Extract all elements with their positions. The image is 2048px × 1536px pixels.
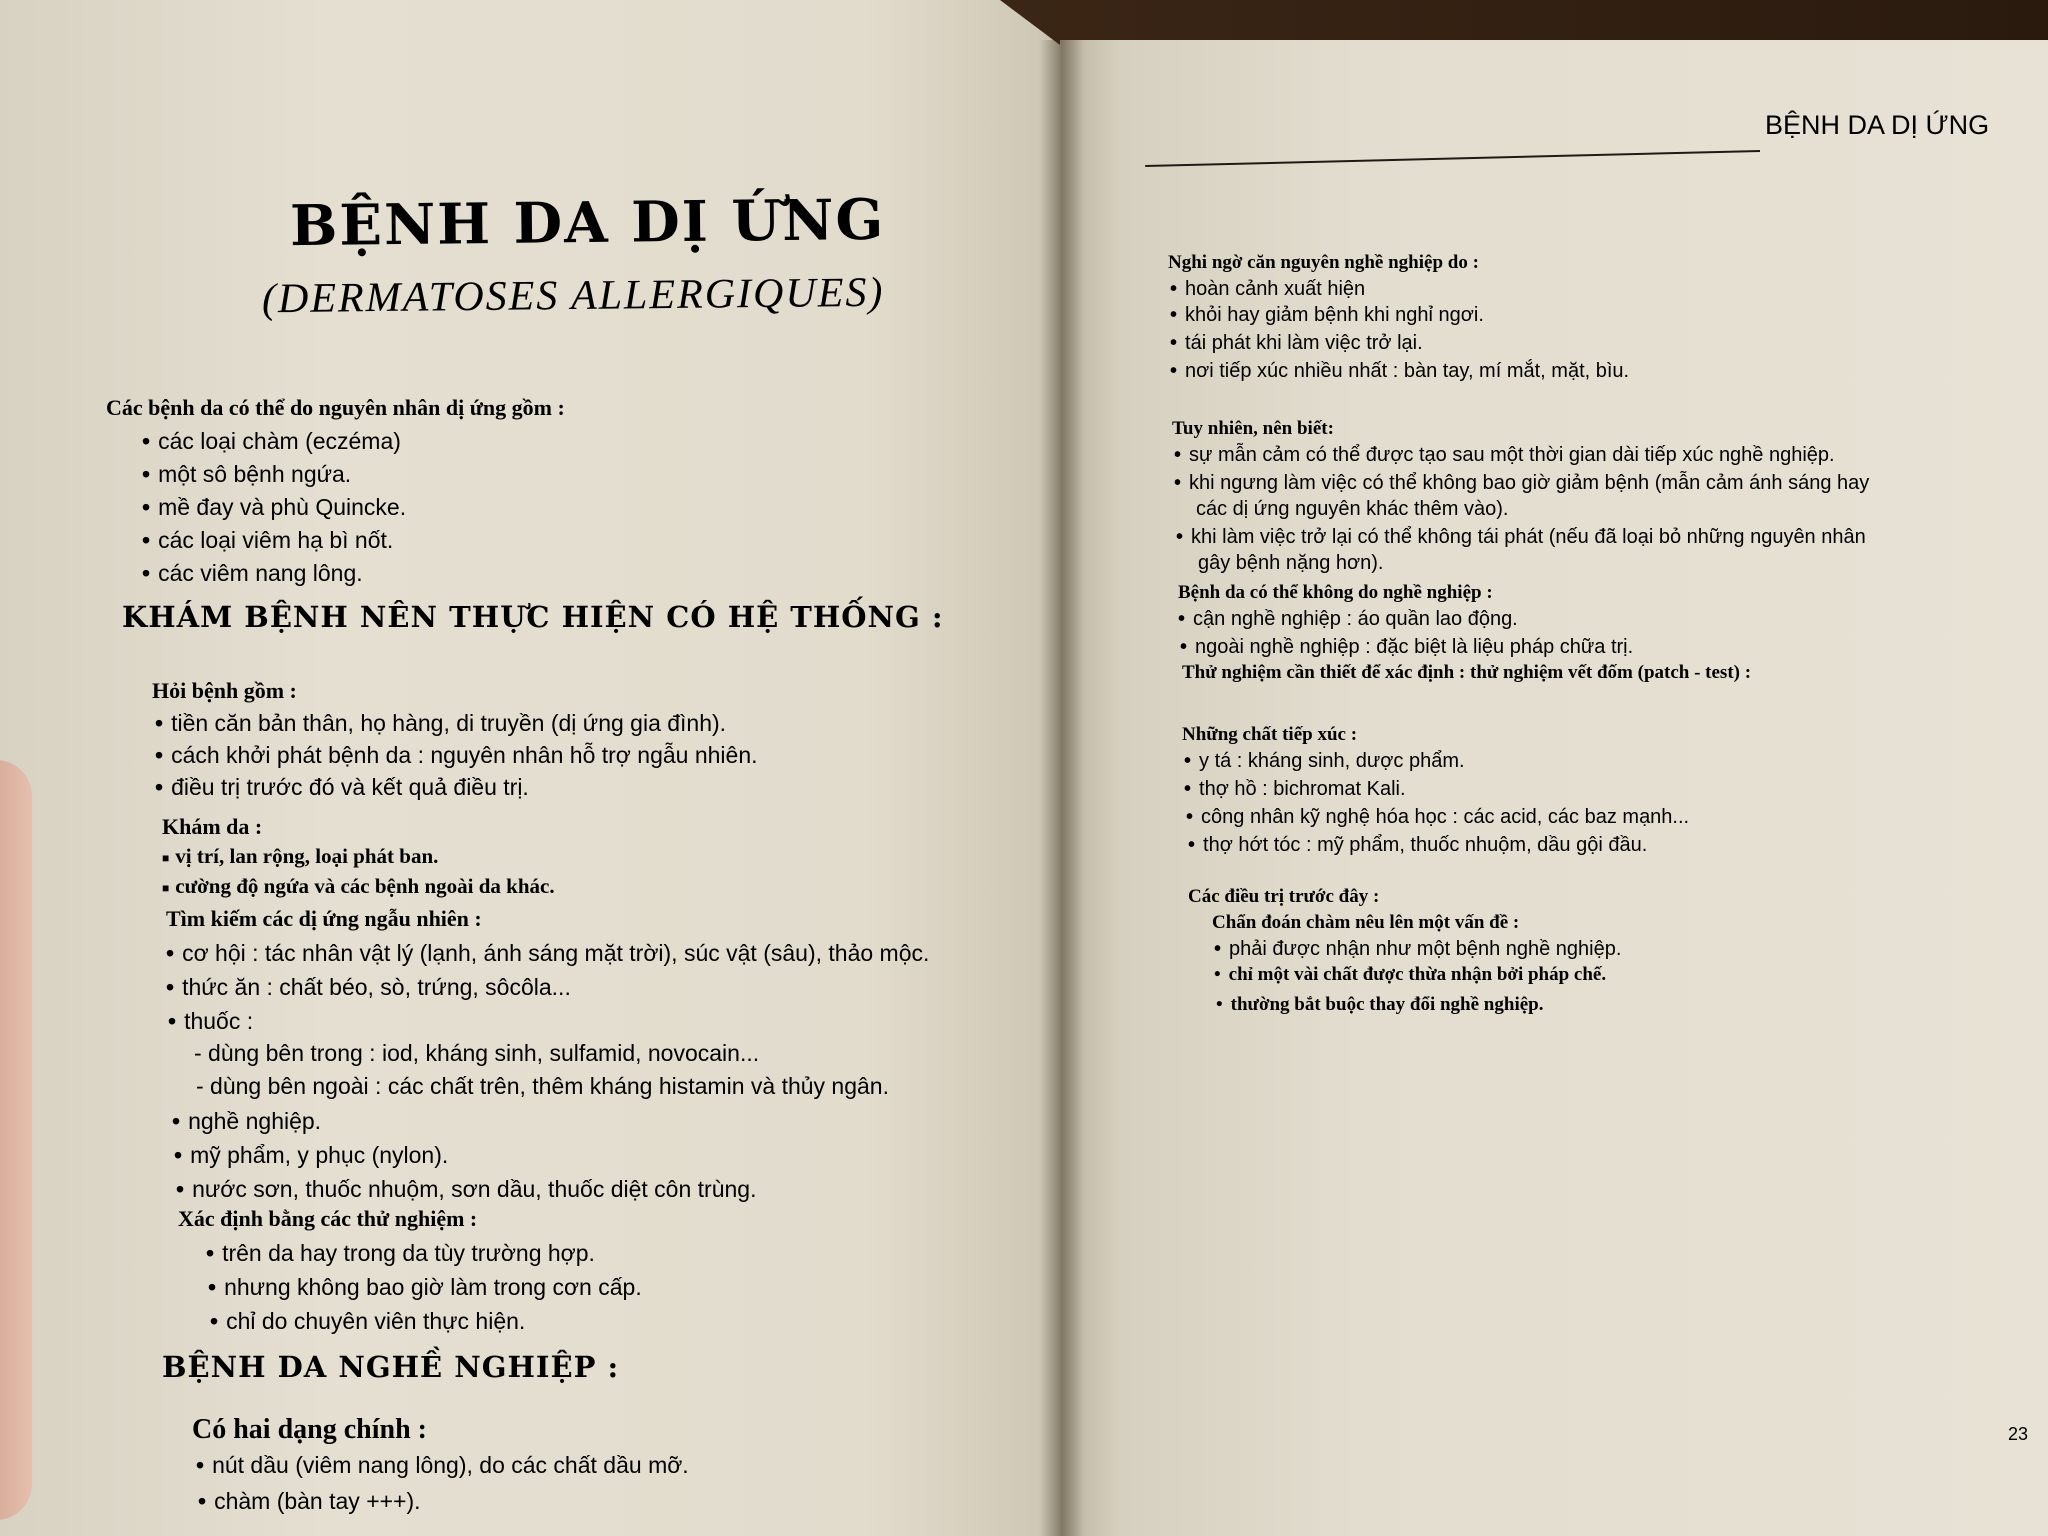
section-heading-exam: KHÁM BỆNH NÊN THỰC HIỆN CÓ HỆ THỐNG : <box>122 600 944 634</box>
tuy-nhien-heading: Tuy nhiên, nên biết: <box>1172 418 1334 439</box>
list-item: • công nhân kỹ nghệ hóa học : các acid, các baz mạnh... <box>1186 806 1689 829</box>
list-item: • khỏi hay giảm bệnh khi nghỉ ngơi. <box>1170 304 1484 327</box>
list-item: • hoàn cảnh xuất hiện <box>1170 278 1365 301</box>
xac-dinh-heading: Xác định bằng các thử nghiệm : <box>178 1206 478 1231</box>
list-item: • các loại viêm hạ bì nốt. <box>142 527 393 554</box>
list-item: • y tá : kháng sinh, dược phẩm. <box>1184 750 1465 773</box>
book-gutter <box>1040 40 1084 1536</box>
page-subtitle: (DERMATOSES ALLERGIQUES) <box>261 269 885 323</box>
list-item: • nơi tiếp xúc nhiều nhất : bàn tay, mí mắt, mặt, bìu. <box>1170 360 1629 383</box>
list-item: • khi ngưng làm việc có thể không bao giờ giảm bệnh (mẫn cảm ánh sáng hay <box>1174 472 1869 495</box>
list-item: ■ vị trí, lan rộng, loại phát ban. <box>162 844 438 869</box>
list-item: • ngoài nghề nghiệp : đặc biệt là liệu pháp chữa trị. <box>1180 636 1633 659</box>
list-item: • tiền căn bản thân, họ hàng, di truyền (dị ứng gia đình). <box>155 710 726 737</box>
hai-dang-heading: Có hai dạng chính : <box>192 1414 427 1445</box>
intro-heading: Các bệnh da có thể do nguyên nhân dị ứng gồm : <box>106 395 565 420</box>
list-item: • một sô bệnh ngứa. <box>142 461 351 488</box>
list-item: • tái phát khi làm việc trở lại. <box>1170 332 1423 355</box>
thumb <box>0 760 32 1520</box>
list-subitem: - dùng bên trong : iod, kháng sinh, sulfamid, novocain... <box>194 1040 760 1066</box>
chat-tiep-xuc-heading: Những chất tiếp xúc : <box>1182 724 1358 745</box>
kham-da-heading: Khám da : <box>162 814 263 839</box>
list-item: • điều trị trước đó và kết quả điều trị. <box>155 774 529 801</box>
list-subitem: - dùng bên ngoài : các chất trên, thêm kháng histamin và thủy ngân. <box>196 1073 889 1099</box>
list-item: • chàm (bàn tay +++). <box>198 1488 421 1515</box>
list-item: • mỹ phẩm, y phục (nylon). <box>174 1142 448 1169</box>
list-item: • sự mẫn cảm có thể được tạo sau một thời gian dài tiếp xúc nghề nghiệp. <box>1174 444 1835 467</box>
nghi-ngo-heading: Nghi ngờ căn nguyên nghề nghiệp do : <box>1168 252 1479 273</box>
list-item: • thợ hồ : bichromat Kali. <box>1184 778 1406 801</box>
list-item: • chỉ một vài chất được thừa nhận bởi pháp chế. <box>1214 964 1606 986</box>
list-item: • nghề nghiệp. <box>172 1108 321 1135</box>
list-item: • phải được nhận như một bệnh nghề nghiệp. <box>1214 938 1621 961</box>
list-item: • mề đay và phù Quincke. <box>142 494 406 521</box>
section-heading-occupational: BỆNH DA NGHỀ NGHIỆP : <box>162 1350 620 1384</box>
list-item-continued: các dị ứng nguyên khác thêm vào). <box>1196 498 1509 520</box>
running-head: BỆNH DA DỊ ỨNG <box>1765 110 1990 140</box>
list-item: • thuốc : <box>168 1008 253 1035</box>
thu-nghiem-heading: Thử nghiệm cần thiết để xác định : thử nghiệm vết đốm (patch - test) : <box>1182 662 1752 683</box>
list-item: • nước sơn, thuốc nhuộm, sơn dầu, thuốc diệt côn trùng. <box>176 1176 756 1203</box>
list-item: • trên da hay trong da tùy trường hợp. <box>206 1240 595 1267</box>
khong-nghe-heading: Bệnh da có thể không do nghề nghiệp : <box>1178 582 1493 603</box>
list-item: • các loại chàm (eczéma) <box>142 428 401 455</box>
tim-kiem-heading: Tìm kiếm các dị ứng ngẫu nhiên : <box>166 906 482 931</box>
list-item: • thường bắt buộc thay đổi nghề nghiệp. <box>1216 994 1543 1016</box>
list-item: • chỉ do chuyên viên thực hiện. <box>210 1308 525 1335</box>
dieu-tri-subheading: Chẩn đoán chàm nêu lên một vấn đề : <box>1212 912 1520 933</box>
list-item: • thức ăn : chất béo, sò, trứng, sôcôla... <box>166 974 571 1001</box>
page-number: 23 <box>2008 1424 2029 1444</box>
list-item: • các viêm nang lông. <box>142 560 363 587</box>
list-item: • nút dầu (viêm nang lông), do các chất dầu mỡ. <box>196 1452 689 1479</box>
hoi-benh-heading: Hỏi bệnh gồm : <box>152 678 297 703</box>
list-item: • cận nghề nghiệp : áo quần lao động. <box>1178 608 1518 631</box>
dieu-tri-heading: Các điều trị trước đây : <box>1188 886 1380 907</box>
list-item: ■ cường độ ngứa và các bệnh ngoài da khác. <box>162 874 555 899</box>
list-item: • cách khởi phát bệnh da : nguyên nhân hỗ trợ ngẫu nhiên. <box>155 742 758 769</box>
page-title: BỆNH DA DỊ ỨNG <box>289 186 886 260</box>
list-item: • thợ hớt tóc : mỹ phẩm, thuốc nhuộm, dầu gội đầu. <box>1188 834 1647 857</box>
list-item: • nhưng không bao giờ làm trong cơn cấp. <box>208 1274 642 1301</box>
list-item: • cơ hội : tác nhân vật lý (lạnh, ánh sáng mặt trời), súc vật (sâu), thảo mộc. <box>166 940 929 967</box>
list-item: • khi làm việc trở lại có thể không tái phát (nếu đã loại bỏ những nguyên nhân <box>1176 526 1866 549</box>
list-item-continued: gây bệnh nặng hơn). <box>1198 552 1384 574</box>
